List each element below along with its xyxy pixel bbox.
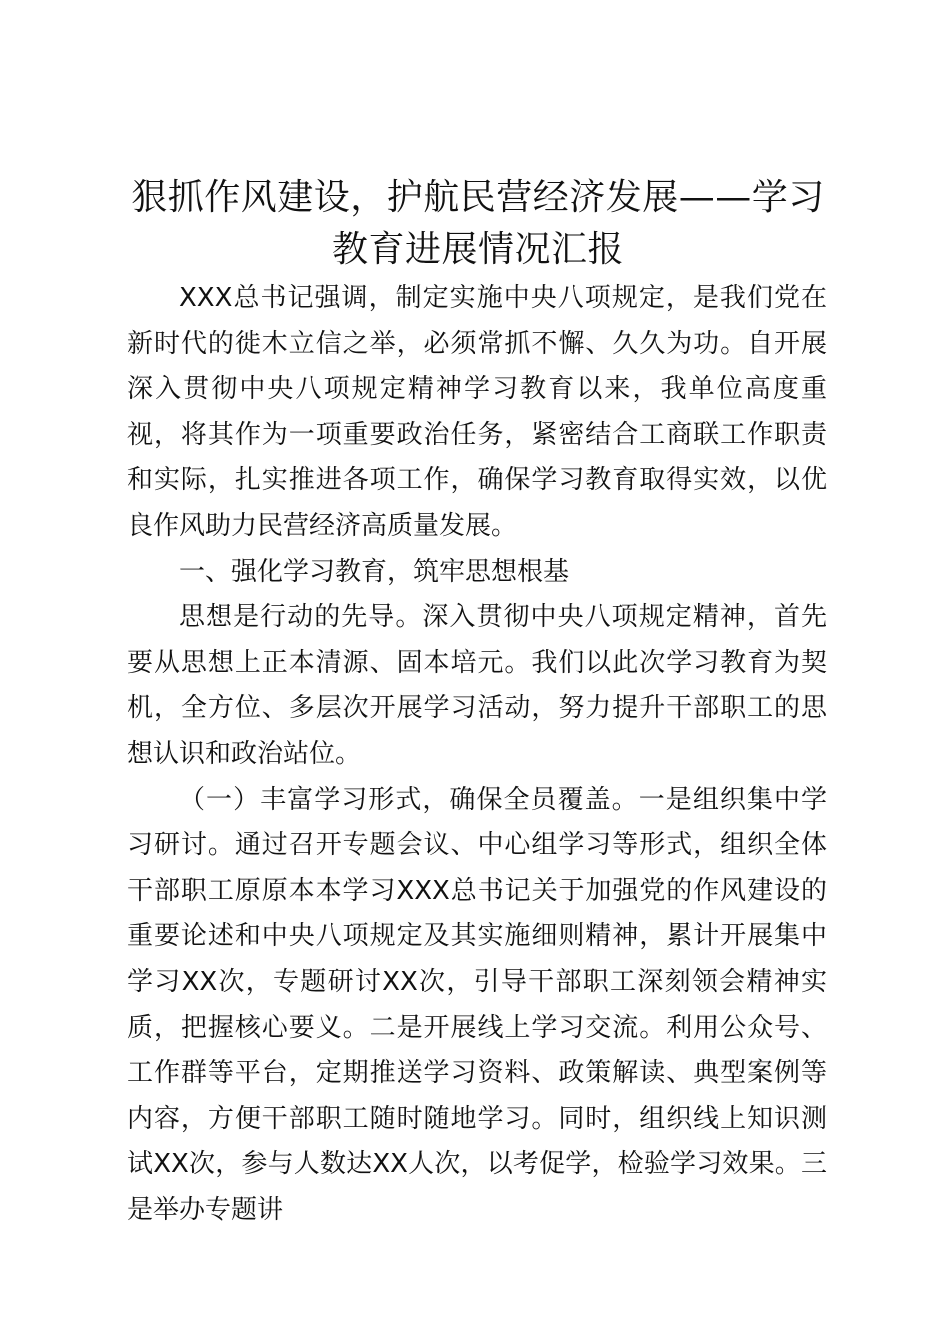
document-body	[127, 276, 827, 1233]
subsection-1-paragraph: （一）丰富学习形式，确保全员覆盖。一是组织集中学习研讨。通过召开专题会议、中心组学习等形式，组织全体干部职工原原本本学习XXX总书记关于加强党的作风建设的重要论述和中央八项规定及其实施细则精神，累计开展集中学习XX次，专题研讨XX次，引导干部职工深刻领会精神实质，把握核心要义。二是开展线上学习交流。利用公众号、工作群等平台，定期推送学习资料、政策解读、典型案例等内容，方便干部职工随时随地学习。同时，组织线上知识测试XX次，参与人数达XX人次，以考促学，检验学习效果。三是举办专题讲	[127, 784, 827, 1225]
section-1-intro-paragraph: 思想是行动的先导。深入贯彻中央八项规定精神，首先要从思想上正本清源、固本培元。我们以此次学习教育为契机，全方位、多层次开展学习活动，努力提升干部职工的思想认识和政治站位。	[127, 602, 827, 769]
intro-paragraph: XXX总书记强调，制定实施中央八项规定，是我们党在新时代的徙木立信之举，必须常抓不懈、久久为功。自开展深入贯彻中央八项规定精神学习教育以来，我单位高度重视，将其作为一项重要政治任务，紧密结合工商联工作职责和实际，扎实推进各项工作，确保学习教育取得实效，以优良作风助力民营经济高质量发展。	[127, 283, 827, 541]
document-title: 狠抓作风建设，护航民营经济发展——学习教育进展情况汇报	[131, 177, 825, 270]
section-heading-1: 一、强化学习教育，筑牢思想根基	[179, 556, 570, 587]
